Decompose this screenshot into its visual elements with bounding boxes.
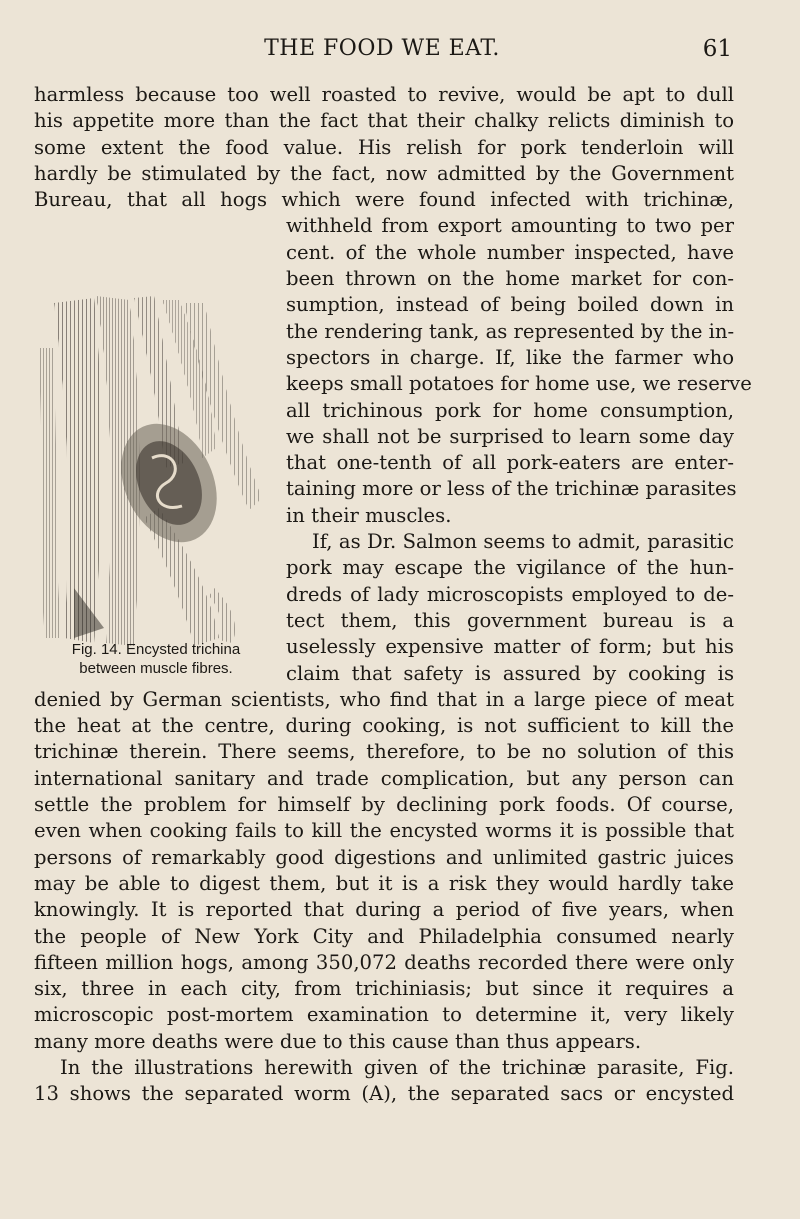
text-line: settle the problem for himself by declining pork foods. Of course, xyxy=(34,793,734,817)
text-line: been thrown on the home market for con- xyxy=(286,267,734,291)
text-line: Bureau, that all hogs which were found infected with trichinæ, xyxy=(34,188,734,212)
text-line: international sanitary and trade complication, but any person can xyxy=(34,766,734,790)
text-line: six, three in each city, from trichiniasis; but since it requires a xyxy=(34,977,734,1001)
text-line: claim that safety is assured by cooking is xyxy=(286,661,734,685)
text-line: harmless because too well roasted to revive, would be apt to dull xyxy=(34,83,734,106)
text-line: keeps small potatoes for home use, we reserve xyxy=(286,372,752,396)
text-line: In the illustrations herewith given of the trichinæ parasite, Fig. xyxy=(60,1055,734,1079)
text-line: microscopic post-mortem examination to determine it, very likely xyxy=(34,1003,734,1027)
page-header xyxy=(32,36,732,68)
running-title: THE FOOD WE EAT. xyxy=(264,36,500,61)
text-line: spectors in charge. If, like the farmer who xyxy=(286,345,734,369)
text-line: pork may escape the vigilance of the hun- xyxy=(286,556,734,580)
text-line: some extent the food value. His relish for pork tenderloin will xyxy=(34,135,734,159)
text-line: If, as Dr. Salmon seems to admit, parasitic xyxy=(312,530,734,554)
text-line: persons of remarkably good digestions and unlimited gastric juices xyxy=(34,845,734,869)
text-line: that one-tenth of all pork-eaters are enter- xyxy=(286,451,734,475)
text-line: hardly be stimulated by the fact, now admitted by the Government xyxy=(34,161,734,185)
text-line: his appetite more than the fact that their chalky relicts diminish to xyxy=(34,109,734,133)
text-line: withheld from export amounting to two per xyxy=(286,214,734,238)
text-line: sumption, instead of being boiled down in xyxy=(286,293,734,317)
text-line: many more deaths were due to this cause than thus appears. xyxy=(34,1029,642,1053)
text-line: fifteen million hogs, among 350,072 deaths recorded there were only xyxy=(34,950,734,974)
text-line: cent. of the whole number inspected, have xyxy=(286,240,734,264)
text-line: trichinæ therein. There seems, therefore, to be no solution of this xyxy=(34,740,734,764)
text-line: knowingly. It is reported that during a period of five years, when xyxy=(34,898,734,922)
text-line: all trichinous pork for home consumption, xyxy=(286,398,734,422)
text-line: the people of New York City and Philadelphia consumed nearly xyxy=(34,924,734,948)
text-line: the rendering tank, as represented by the in- xyxy=(286,319,735,343)
text-line: we shall not be surprised to learn some day xyxy=(286,424,734,448)
text-line: 13 shows the separated worm (A), the separated sacs or encysted xyxy=(34,1082,734,1106)
page-number: 61 xyxy=(702,36,732,62)
text-line: tect them, this government bureau is a xyxy=(286,608,734,632)
text-line: denied by German scientists, who find that in a large piece of meat xyxy=(34,687,734,711)
caption-line-1: Fig. 14. Encysted trichina xyxy=(71,641,241,658)
caption-line-2: between muscle fibres. xyxy=(79,660,233,677)
text-line: taining more or less of the trichinæ parasites xyxy=(286,477,737,501)
body-text xyxy=(34,82,752,1108)
text-line: even when cooking fails to kill the encysted worms it is possible that xyxy=(34,819,734,843)
text-line: the heat at the centre, during cooking, is not sufficient to kill the xyxy=(34,714,734,738)
text-line: may be able to digest them, but it is a risk they would hardly take xyxy=(34,871,734,895)
text-line: in their muscles. xyxy=(286,503,452,527)
text-line: uselessly expensive matter of form; but his xyxy=(286,635,734,659)
text-line: dreds of lady microscopists employed to de- xyxy=(286,582,734,606)
